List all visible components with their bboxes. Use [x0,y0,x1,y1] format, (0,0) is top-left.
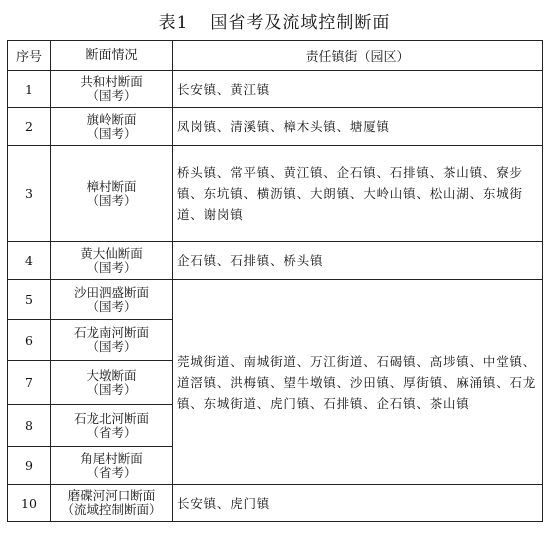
row-towns: 桥头镇、常平镇、黄江镇、企石镇、石排镇、茶山镇、寮步镇、东坑镇、横沥镇、大朗镇、大岭山镇、松山湖、东城街道、谢岗镇 [173,146,543,242]
row-section [51,320,173,361]
section-name: 石龙南河断面 [73,325,149,340]
row-seq: 6 [8,320,51,361]
row-towns: 凤岗镇、清溪镇、樟木头镇、塘厦镇 [173,108,543,146]
table-row [8,242,543,280]
row-towns: 长安镇、黄江镇 [173,71,543,108]
row-towns-merged: 莞城街道、南城街道、万江街道、石碣镇、高埗镇、中堂镇、道滘镇、洪梅镇、望牛墩镇、沙田镇、厚街镇、麻涌镇、石龙镇、东城街道、虎门镇、石排镇、企石镇、茶山镇 [173,280,543,485]
header-towns: 责任镇街（园区） [173,41,543,71]
section-category: （省考） [86,424,137,440]
row-seq: 5 [8,280,51,320]
table-number: 表1 [158,13,189,33]
row-seq: 4 [8,242,51,280]
header-row [8,41,543,71]
row-seq: 3 [8,146,51,242]
section-category: （国考） [86,192,137,208]
row-seq: 8 [8,405,51,447]
section-name: 黄大仙断面 [80,245,143,261]
row-seq: 7 [8,361,51,405]
table-title-text: 国省考及流域控制断面 [210,13,391,33]
header-section: 断面情况 [51,41,173,71]
section-category: （国考） [86,339,137,354]
row-section [51,447,173,485]
table-row [8,485,543,522]
row-seq: 10 [8,485,51,522]
row-towns: 企石镇、石排镇、桥头镇 [173,242,543,280]
section-name: 大墩断面 [86,367,137,383]
section-category: （国考） [86,381,137,397]
section-name: 共和村断面 [80,74,143,89]
section-category: （流域控制断面） [61,502,162,517]
table-row [8,71,543,108]
row-seq: 1 [8,71,51,108]
section-category: （国考） [86,259,137,275]
section-category: （省考） [86,464,137,480]
row-section [51,108,173,146]
table-row [8,280,543,320]
table-title [0,8,549,33]
section-name: 旗岭断面 [86,111,137,127]
section-name: 樟村断面 [86,178,137,194]
row-section [51,405,173,447]
section-name: 磨碟河河口断面 [67,488,156,503]
row-section [51,146,173,242]
section-name: 石龙北河断面 [73,410,149,426]
row-section [51,485,173,522]
section-category: （国考） [86,125,137,141]
sections-table [7,40,543,522]
section-name: 角尾村断面 [80,450,143,466]
row-towns: 长安镇、虎门镇 [173,485,543,522]
table-row [8,146,543,242]
row-section [51,71,173,108]
row-section [51,280,173,320]
section-category: （国考） [86,298,137,314]
row-seq: 9 [8,447,51,485]
header-seq: 序号 [8,41,51,71]
section-name: 沙田泗盛断面 [73,284,149,300]
table-row [8,108,543,146]
row-seq: 2 [8,108,51,146]
row-section [51,361,173,405]
section-category: （国考） [86,88,137,103]
row-section [51,242,173,280]
